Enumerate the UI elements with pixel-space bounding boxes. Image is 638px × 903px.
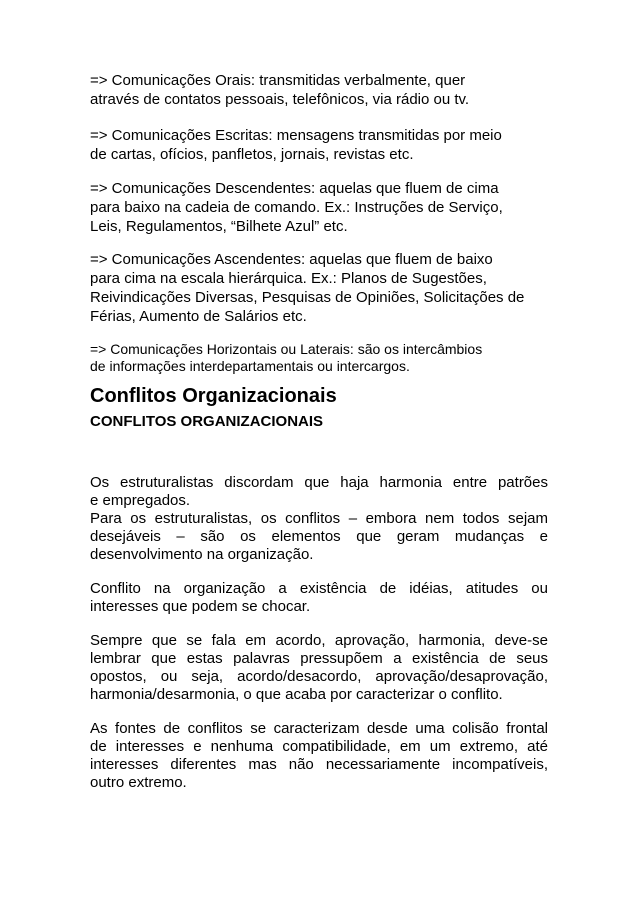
paragraph-4-line-1: Sempre que se fala em acordo, aprovação, harmonia, deve-se [90, 632, 548, 649]
item-ascendentes-line-2: para cima na escala hierárquica. Ex.: Planos de Sugestões, [90, 270, 487, 287]
paragraph-1-line-2: e empregados. [90, 492, 191, 509]
paragraph-5-line-2: de interesses e nenhuma compatibilidade, em um extremo, até [90, 738, 548, 755]
item-orais-line-1: => Comunicações Orais: transmitidas verbalmente, quer [90, 72, 466, 89]
item-horizontais-line-2: de informações interdepartamentais ou intercargos. [90, 358, 410, 374]
item-ascendentes-line-1: => Comunicações Ascendentes: aquelas que fluem de baixo [90, 251, 493, 268]
paragraph-4-line-3: opostos, ou seja, acordo/desacordo, aprovação/desaprovação, [90, 668, 548, 685]
paragraph-1-line-1: Os estruturalistas discordam que haja harmonia entre patrões [90, 474, 548, 491]
item-descendentes-line-1: => Comunicações Descendentes: aquelas que fluem de cima [90, 180, 499, 197]
paragraph-2-line-1: Para os estruturalistas, os conflitos – embora nem todos sejam [90, 510, 548, 527]
paragraph-5-line-3: interesses diferentes mas não necessariamente incompatíveis, [90, 756, 548, 773]
paragraph-4-line-2: lembrar que estas palavras pressupõem a existência de seus [90, 650, 548, 667]
item-escritas-line-2: de cartas, ofícios, panfletos, jornais, revistas etc. [90, 146, 414, 163]
item-orais-line-2: através de contatos pessoais, telefônicos, via rádio ou tv. [90, 91, 470, 108]
item-horizontais-line-1: => Comunicações Horizontais ou Laterais: são os intercâmbios [90, 341, 483, 357]
item-descendentes-line-2: para baixo na cadeia de comando. Ex.: Instruções de Serviço, [90, 199, 503, 216]
paragraph-2-line-3: desenvolvimento na organização. [90, 546, 314, 563]
item-ascendentes-line-3: Reivindicações Diversas, Pesquisas de Opiniões, Solicitações de [90, 289, 525, 306]
paragraph-4-line-4: harmonia/desarmonia, o que acaba por caracterizar o conflito. [90, 686, 503, 703]
paragraph-2-line-2: desejáveis – são os elementos que geram mudanças e [90, 528, 548, 545]
paragraph-5-line-1: As fontes de conflitos se caracterizam desde uma colisão frontal [90, 720, 548, 737]
paragraph-3-line-1: Conflito na organização a existência de idéias, atitudes ou [90, 580, 548, 597]
item-ascendentes-line-4: Férias, Aumento de Salários etc. [90, 308, 307, 325]
paragraph-5-line-4: outro extremo. [90, 774, 187, 791]
section-subtitle: CONFLITOS ORGANIZACIONAIS [90, 413, 324, 430]
item-descendentes-line-3: Leis, Regulamentos, “Bilhete Azul” etc. [90, 218, 348, 235]
paragraph-3-line-2: interesses que podem se chocar. [90, 598, 311, 615]
item-escritas-line-1: => Comunicações Escritas: mensagens transmitidas por meio [90, 127, 502, 144]
section-title: Conflitos Organizacionais [90, 385, 337, 407]
